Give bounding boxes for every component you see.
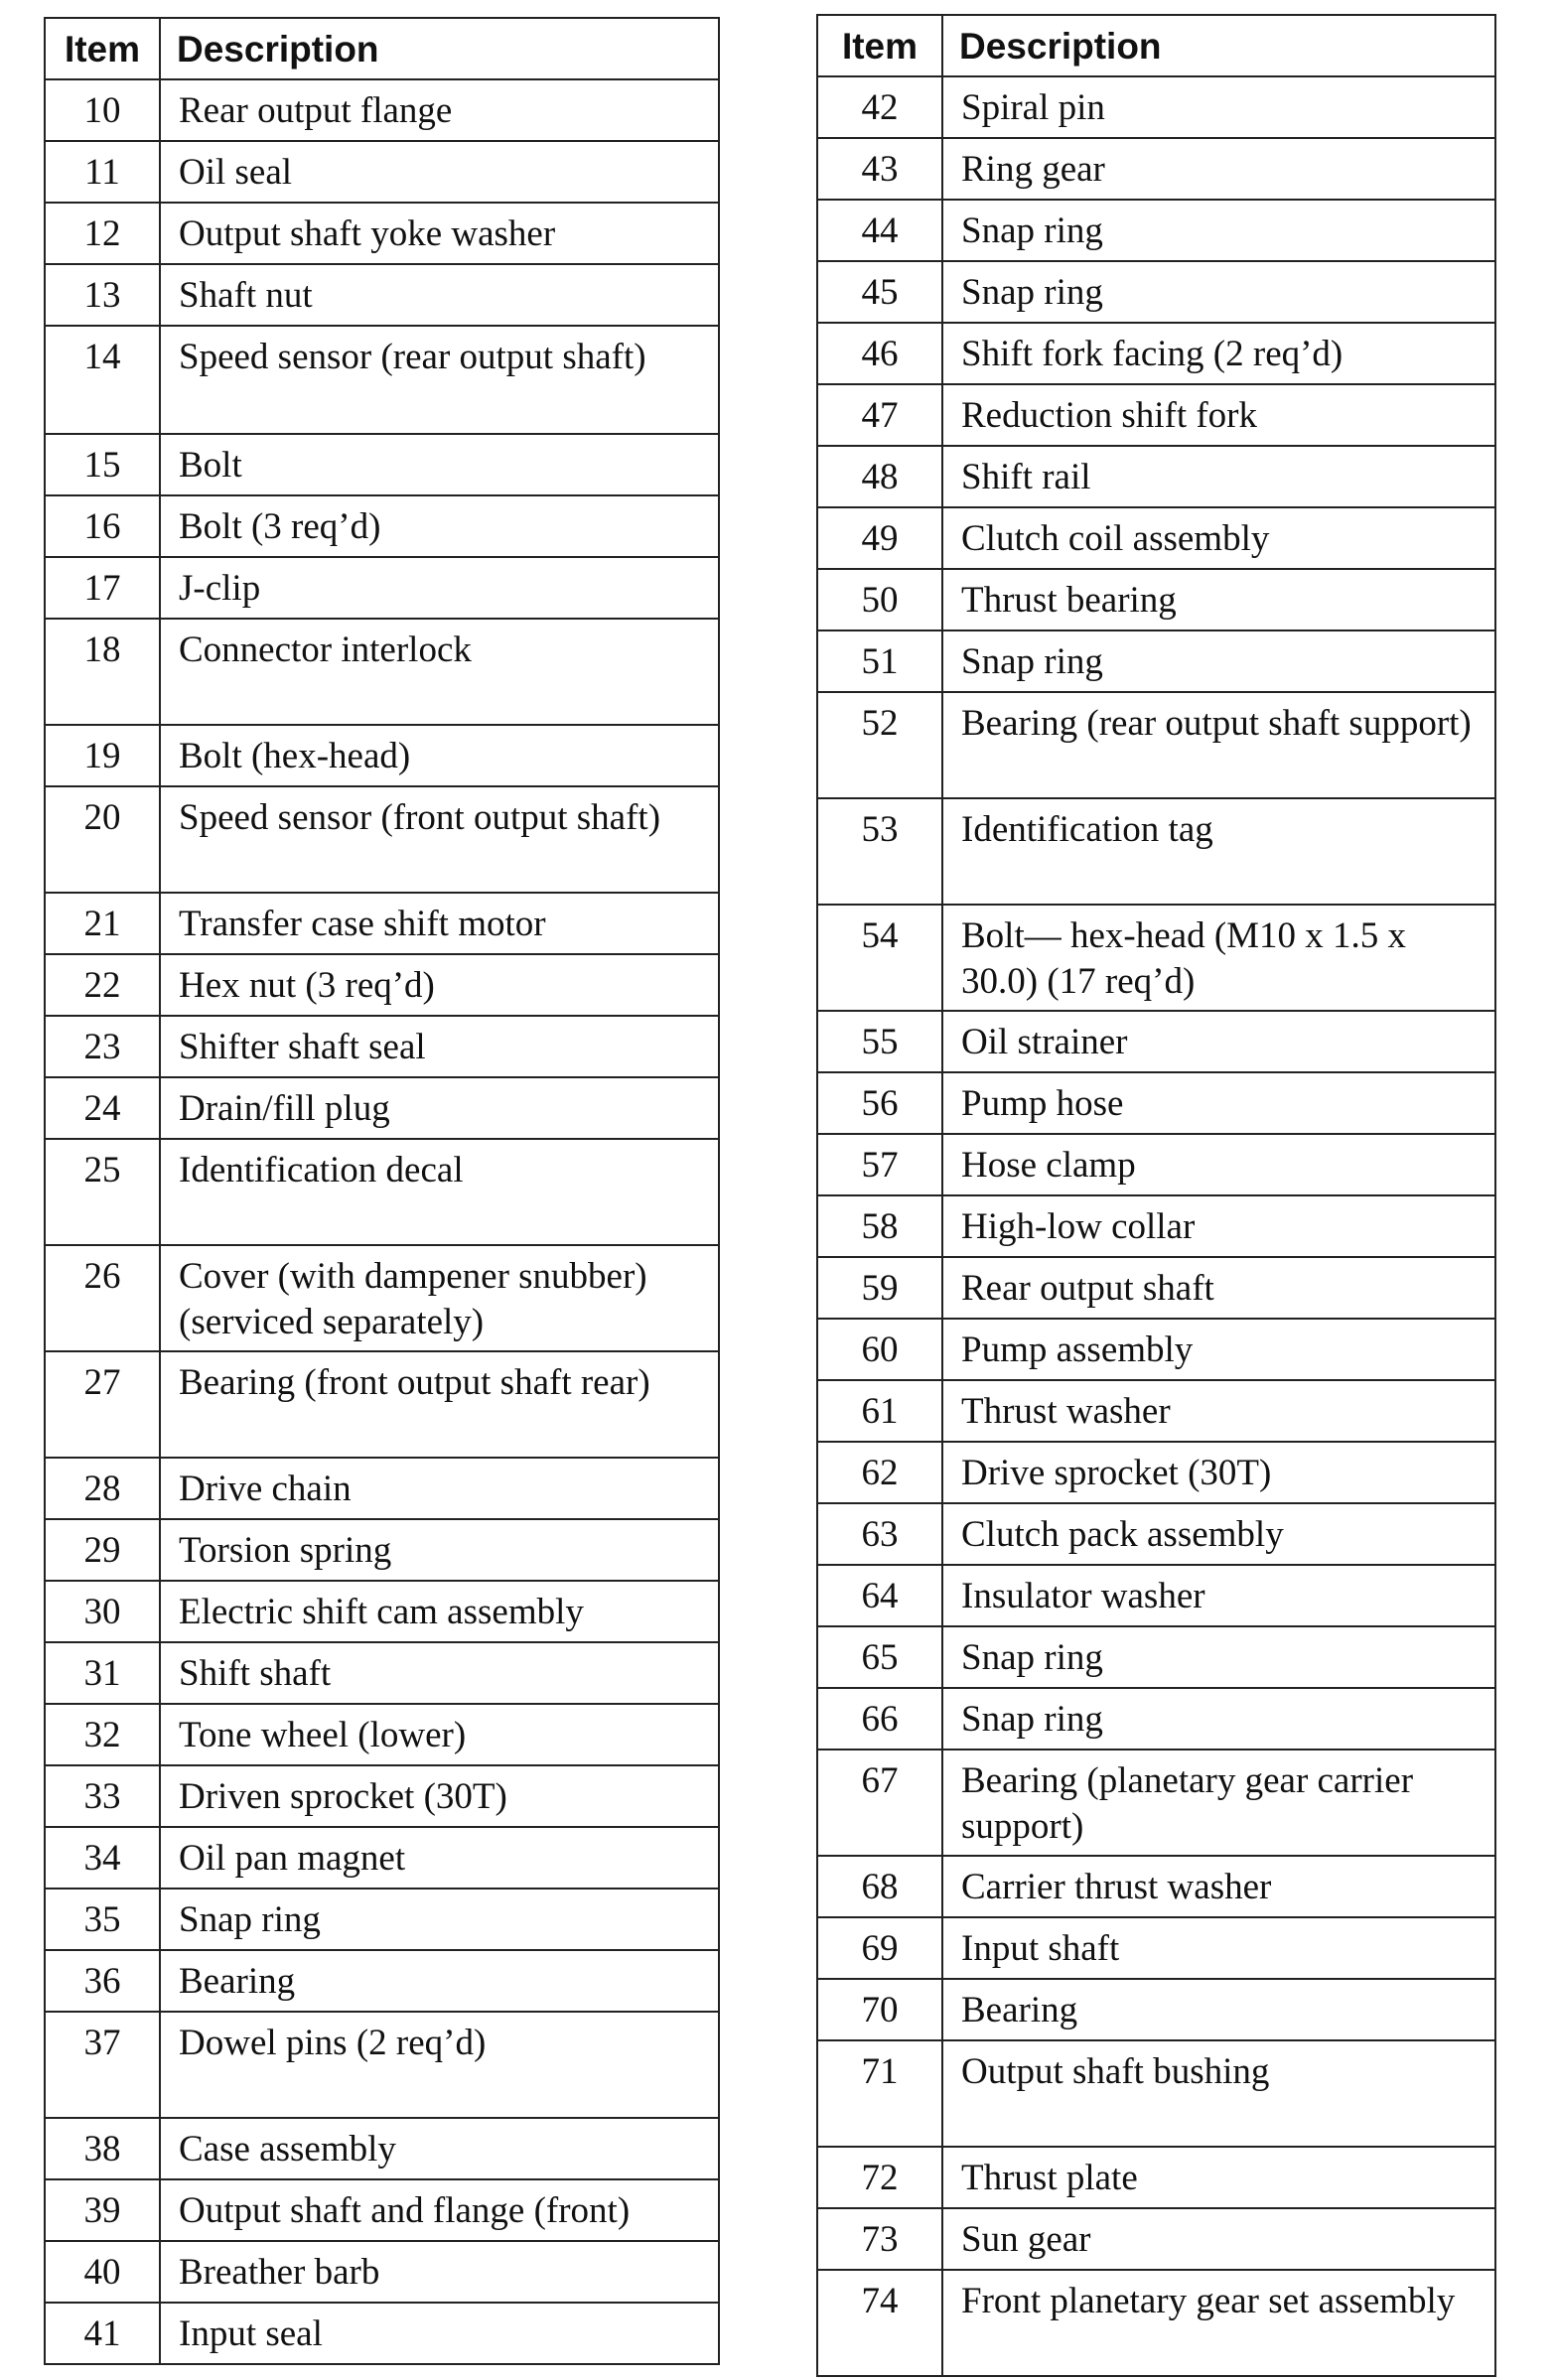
- item-description: Oil pan magnet: [160, 1827, 719, 1889]
- item-number: 20: [45, 786, 160, 893]
- table-row: [817, 1195, 1495, 1257]
- item-number: 54: [817, 905, 942, 1011]
- table-row: [817, 1626, 1495, 1688]
- table-row: [817, 446, 1495, 507]
- item-description: Oil strainer: [942, 1011, 1495, 1072]
- table-row: [45, 1889, 719, 1950]
- item-number: 14: [45, 326, 160, 434]
- table-row: [817, 261, 1495, 323]
- item-description: Connector interlock: [160, 619, 719, 725]
- table-row: [817, 1750, 1495, 1856]
- item-number: 73: [817, 2208, 942, 2270]
- description-column-header: Description: [160, 18, 719, 79]
- item-description: Shifter shaft seal: [160, 1016, 719, 1077]
- item-description: Bearing: [942, 1979, 1495, 2040]
- item-description: Drive sprocket (30T): [942, 1442, 1495, 1503]
- table-row: [45, 1704, 719, 1765]
- item-number: 55: [817, 1011, 942, 1072]
- item-description: Input seal: [160, 2303, 719, 2364]
- item-description: Clutch pack assembly: [942, 1503, 1495, 1565]
- table-row: [817, 1503, 1495, 1565]
- table-row: [45, 1765, 719, 1827]
- table-row: [817, 630, 1495, 692]
- item-number: 51: [817, 630, 942, 692]
- table-row: [45, 141, 719, 203]
- table-row: [817, 76, 1495, 138]
- table-row: [817, 2147, 1495, 2208]
- table-row: [45, 2241, 719, 2303]
- item-description: Shift shaft: [160, 1642, 719, 1704]
- item-description: Snap ring: [160, 1889, 719, 1950]
- item-description: Pump hose: [942, 1072, 1495, 1134]
- table-row: [45, 619, 719, 725]
- table-row: [45, 557, 719, 619]
- item-description: Cover (with dampener snubber) (serviced separately): [160, 1245, 719, 1351]
- item-number: 61: [817, 1380, 942, 1442]
- item-number: 10: [45, 79, 160, 141]
- parts-table-left: [44, 17, 720, 2365]
- item-number: 22: [45, 954, 160, 1016]
- item-description: High-low collar: [942, 1195, 1495, 1257]
- item-number: 21: [45, 893, 160, 954]
- item-description: J-clip: [160, 557, 719, 619]
- item-number: 42: [817, 76, 942, 138]
- item-description: Rear output flange: [160, 79, 719, 141]
- item-number: 43: [817, 138, 942, 200]
- item-description: Output shaft and flange (front): [160, 2179, 719, 2241]
- item-description: Front planetary gear set assembly: [942, 2270, 1495, 2376]
- item-description: Oil seal: [160, 141, 719, 203]
- table-row: [817, 384, 1495, 446]
- item-number: 56: [817, 1072, 942, 1134]
- item-number: 41: [45, 2303, 160, 2364]
- table-row: [817, 1442, 1495, 1503]
- item-description: Carrier thrust washer: [942, 1856, 1495, 1917]
- table-row: [817, 323, 1495, 384]
- item-number: 34: [45, 1827, 160, 1889]
- item-number: 31: [45, 1642, 160, 1704]
- item-description: Shaft nut: [160, 264, 719, 326]
- item-description: Tone wheel (lower): [160, 1704, 719, 1765]
- table-row: [45, 264, 719, 326]
- table-row: [817, 1917, 1495, 1979]
- item-number: 36: [45, 1950, 160, 2012]
- item-description: Breather barb: [160, 2241, 719, 2303]
- table-row: [45, 1950, 719, 2012]
- item-description: Transfer case shift motor: [160, 893, 719, 954]
- table-row: [817, 692, 1495, 798]
- item-number: 25: [45, 1139, 160, 1245]
- item-number: 50: [817, 569, 942, 630]
- item-number: 65: [817, 1626, 942, 1688]
- item-number: 72: [817, 2147, 942, 2208]
- item-number: 66: [817, 1688, 942, 1750]
- item-number: 59: [817, 1257, 942, 1319]
- table-row: [45, 786, 719, 893]
- table-row: [45, 1642, 719, 1704]
- table-row: [45, 1519, 719, 1581]
- item-number: 52: [817, 692, 942, 798]
- parts-table-right: [816, 14, 1496, 2377]
- table-row: [45, 725, 719, 786]
- item-description: Identification decal: [160, 1139, 719, 1245]
- item-number: 48: [817, 446, 942, 507]
- item-description: Electric shift cam assembly: [160, 1581, 719, 1642]
- item-description: Speed sensor (front output shaft): [160, 786, 719, 893]
- item-description: Driven sprocket (30T): [160, 1765, 719, 1827]
- table-row: [45, 1077, 719, 1139]
- table-row: [45, 1581, 719, 1642]
- item-column-header: Item: [817, 15, 942, 76]
- item-description: Rear output shaft: [942, 1257, 1495, 1319]
- table-row: [817, 2040, 1495, 2147]
- description-column-header: Description: [942, 15, 1495, 76]
- table-row: [45, 2012, 719, 2118]
- table-row: [817, 1688, 1495, 1750]
- item-description: Drain/fill plug: [160, 1077, 719, 1139]
- item-number: 15: [45, 434, 160, 495]
- item-description: Shift rail: [942, 446, 1495, 507]
- item-description: Bolt (3 req’d): [160, 495, 719, 557]
- item-column-header: Item: [45, 18, 160, 79]
- item-description: Drive chain: [160, 1458, 719, 1519]
- item-number: 67: [817, 1750, 942, 1856]
- item-number: 60: [817, 1319, 942, 1380]
- table-row: [817, 569, 1495, 630]
- item-number: 69: [817, 1917, 942, 1979]
- item-description: Bearing: [160, 1950, 719, 2012]
- item-description: Hex nut (3 req’d): [160, 954, 719, 1016]
- table-row: [45, 326, 719, 434]
- item-number: 40: [45, 2241, 160, 2303]
- item-description: Snap ring: [942, 200, 1495, 261]
- table-row: [817, 2208, 1495, 2270]
- table-row: [45, 79, 719, 141]
- item-number: 35: [45, 1889, 160, 1950]
- item-number: 12: [45, 203, 160, 264]
- item-number: 63: [817, 1503, 942, 1565]
- item-number: 70: [817, 1979, 942, 2040]
- item-number: 30: [45, 1581, 160, 1642]
- item-number: 16: [45, 495, 160, 557]
- table-row: [817, 1011, 1495, 1072]
- table-row: [817, 507, 1495, 569]
- table-row: [817, 138, 1495, 200]
- item-number: 58: [817, 1195, 942, 1257]
- item-number: 62: [817, 1442, 942, 1503]
- item-number: 74: [817, 2270, 942, 2376]
- table-row: [45, 2179, 719, 2241]
- item-description: Bearing (planetary gear carrier support): [942, 1750, 1495, 1856]
- item-description: Bolt— hex-head (M10 x 1.5 x 30.0) (17 req’d): [942, 905, 1495, 1011]
- item-number: 38: [45, 2118, 160, 2179]
- item-description: Torsion spring: [160, 1519, 719, 1581]
- item-number: 47: [817, 384, 942, 446]
- table-row: [817, 1072, 1495, 1134]
- item-description: Reduction shift fork: [942, 384, 1495, 446]
- item-number: 13: [45, 264, 160, 326]
- table-row: [45, 1351, 719, 1458]
- table-row: [817, 1856, 1495, 1917]
- table-row: [817, 1319, 1495, 1380]
- item-description: Pump assembly: [942, 1319, 1495, 1380]
- item-number: 71: [817, 2040, 942, 2147]
- table-row: [817, 798, 1495, 905]
- item-description: Shift fork facing (2 req’d): [942, 323, 1495, 384]
- item-description: Snap ring: [942, 1626, 1495, 1688]
- item-description: Thrust washer: [942, 1380, 1495, 1442]
- item-number: 23: [45, 1016, 160, 1077]
- item-number: 45: [817, 261, 942, 323]
- item-description: Bearing (rear output shaft support): [942, 692, 1495, 798]
- item-number: 24: [45, 1077, 160, 1139]
- item-description: Bolt: [160, 434, 719, 495]
- item-number: 49: [817, 507, 942, 569]
- item-number: 29: [45, 1519, 160, 1581]
- table-row: [45, 1016, 719, 1077]
- item-number: 57: [817, 1134, 942, 1195]
- table-row: [45, 2118, 719, 2179]
- item-number: 32: [45, 1704, 160, 1765]
- item-description: Output shaft yoke washer: [160, 203, 719, 264]
- table-row: [817, 200, 1495, 261]
- item-description: Hose clamp: [942, 1134, 1495, 1195]
- item-number: 44: [817, 200, 942, 261]
- item-description: Ring gear: [942, 138, 1495, 200]
- item-description: Sun gear: [942, 2208, 1495, 2270]
- header-row: [45, 18, 719, 79]
- item-number: 28: [45, 1458, 160, 1519]
- table-row: [45, 1139, 719, 1245]
- item-description: Identification tag: [942, 798, 1495, 905]
- item-description: Bolt (hex-head): [160, 725, 719, 786]
- table-row: [817, 1257, 1495, 1319]
- table-row: [45, 495, 719, 557]
- item-number: 33: [45, 1765, 160, 1827]
- table-row: [45, 1458, 719, 1519]
- item-description: Insulator washer: [942, 1565, 1495, 1626]
- header-row: [817, 15, 1495, 76]
- item-number: 27: [45, 1351, 160, 1458]
- table-row: [45, 893, 719, 954]
- item-description: Snap ring: [942, 1688, 1495, 1750]
- item-description: Spiral pin: [942, 76, 1495, 138]
- item-number: 46: [817, 323, 942, 384]
- table-row: [817, 1979, 1495, 2040]
- table-row: [45, 203, 719, 264]
- item-description: Thrust plate: [942, 2147, 1495, 2208]
- table-row: [45, 1245, 719, 1351]
- item-description: Snap ring: [942, 261, 1495, 323]
- table-row: [817, 1565, 1495, 1626]
- item-description: Dowel pins (2 req’d): [160, 2012, 719, 2118]
- table-row: [817, 1380, 1495, 1442]
- item-number: 26: [45, 1245, 160, 1351]
- item-description: Case assembly: [160, 2118, 719, 2179]
- item-number: 19: [45, 725, 160, 786]
- table-row: [45, 1827, 719, 1889]
- item-description: Bearing (front output shaft rear): [160, 1351, 719, 1458]
- table-row: [817, 2270, 1495, 2376]
- item-number: 17: [45, 557, 160, 619]
- table-row: [817, 1134, 1495, 1195]
- item-description: Output shaft bushing: [942, 2040, 1495, 2147]
- item-description: Snap ring: [942, 630, 1495, 692]
- item-number: 11: [45, 141, 160, 203]
- table-row: [817, 905, 1495, 1011]
- item-number: 68: [817, 1856, 942, 1917]
- item-number: 53: [817, 798, 942, 905]
- item-number: 37: [45, 2012, 160, 2118]
- item-description: Thrust bearing: [942, 569, 1495, 630]
- table-row: [45, 434, 719, 495]
- item-number: 18: [45, 619, 160, 725]
- item-description: Speed sensor (rear output shaft): [160, 326, 719, 434]
- item-number: 64: [817, 1565, 942, 1626]
- item-number: 39: [45, 2179, 160, 2241]
- item-description: Clutch coil assembly: [942, 507, 1495, 569]
- item-description: Input shaft: [942, 1917, 1495, 1979]
- table-row: [45, 2303, 719, 2364]
- table-row: [45, 954, 719, 1016]
